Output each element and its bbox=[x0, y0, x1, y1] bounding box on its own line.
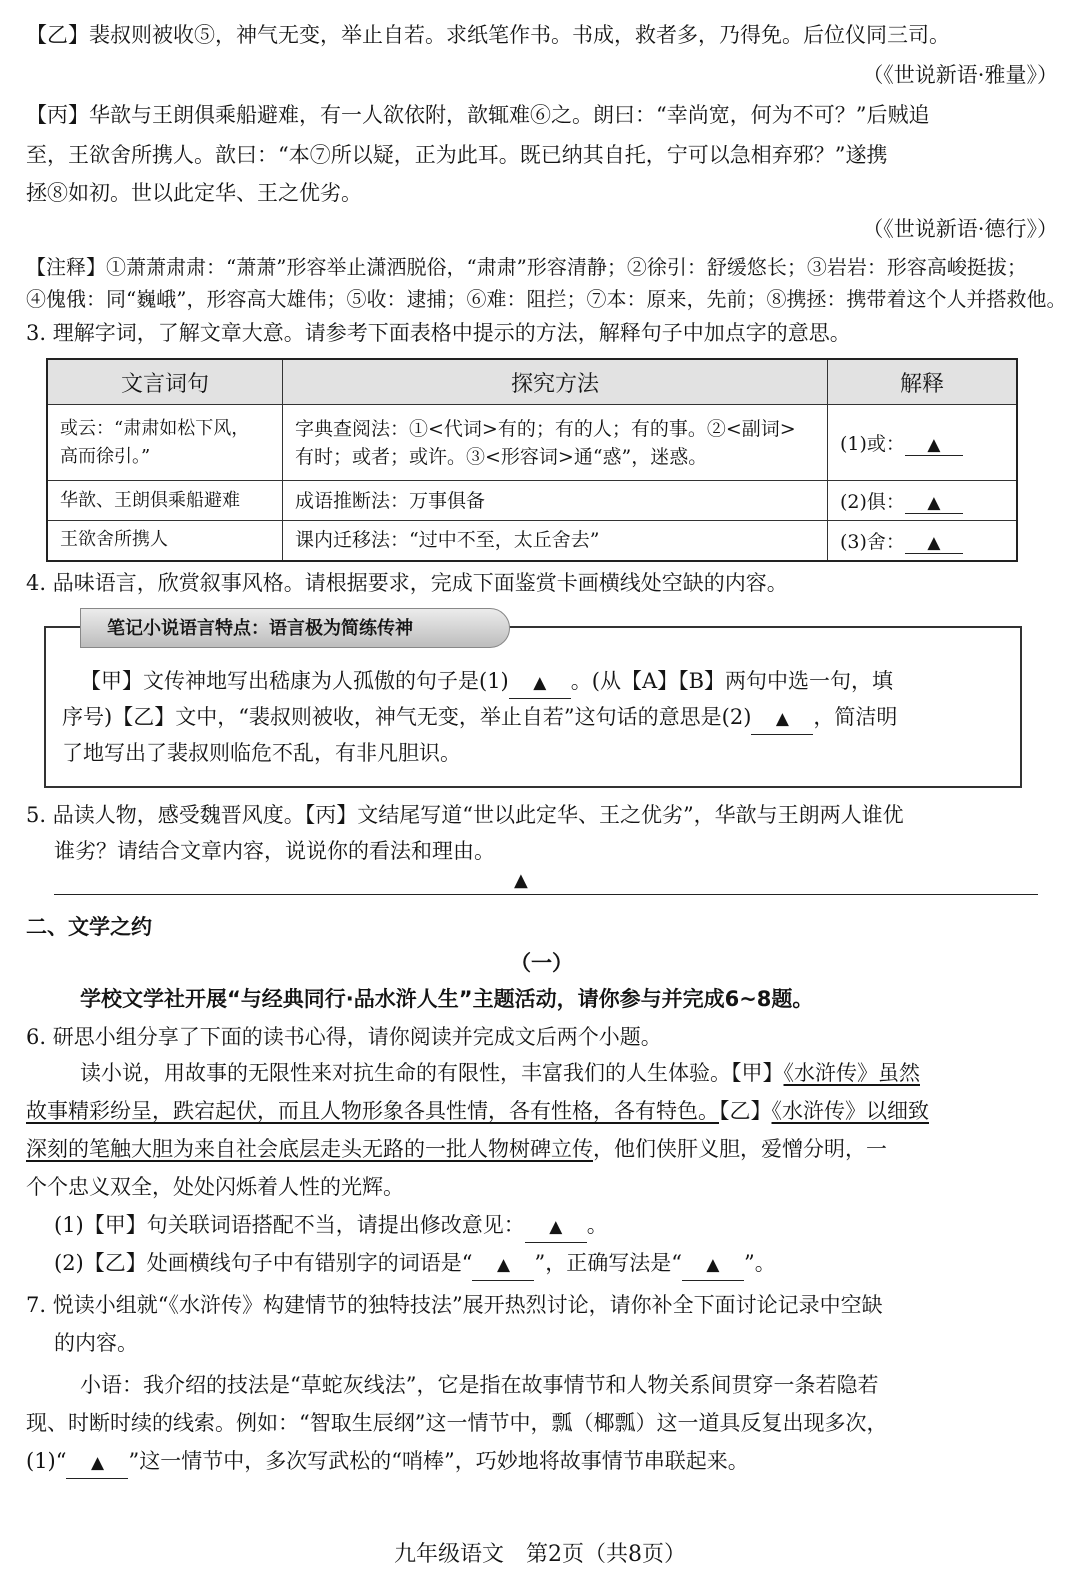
card-line3: 了地写出了裴叔则临危不乱，有非凡胆识。 bbox=[62, 741, 461, 765]
card-line2 bbox=[62, 702, 1080, 735]
q7-line1: 7. 悦读小组就“《水浒传》构建情节的独特技法”展开热烈讨论，请你补全下面讨论记录中空缺 bbox=[26, 1293, 883, 1317]
passage-bing-line1: 【丙】华歆与王朗俱乘船避难，有一人欲依附，歆辄难⑥之。朗曰：“幸尚宽，何为不可？”后贼追 bbox=[26, 103, 930, 127]
table-row bbox=[47, 521, 1017, 561]
passage-text: 【乙】 bbox=[719, 1099, 772, 1123]
q7-p3 bbox=[26, 1446, 1080, 1479]
q6-prompt: 6. 研思小组分享了下面的读书心得，请你阅读并完成文后两个小题。 bbox=[26, 1025, 662, 1049]
section-heading: 二、文学之约 bbox=[26, 915, 152, 939]
answer-label: (1)或： bbox=[840, 433, 905, 455]
passage-bing-line2: 至，王欲舍所携人。歆曰：“本⑦所以疑，正为此耳。既已纳其自托，宁可以急相弃邪？”遂携 bbox=[26, 143, 888, 167]
table-cell-phrase: 王欲舍所携人 bbox=[47, 521, 283, 561]
passage-text-underlined: 《水浒传》虽然 bbox=[783, 1061, 920, 1085]
phrase-line: 高而徐引。” bbox=[60, 445, 151, 467]
sub-question-text: ”，正确写法是“ bbox=[534, 1251, 682, 1275]
q6-passage-line2 bbox=[26, 1096, 1080, 1126]
q6-passage-line1 bbox=[80, 1058, 1080, 1088]
notes-line1: 【注释】①萧萧肃肃：“萧萧”形容举止潇洒脱俗，“肃肃”形容清静；②徐引：舒缓悠长；③岩岩：形容高峻挺拔； bbox=[26, 255, 1027, 279]
table-cell-answer bbox=[828, 405, 1018, 481]
q5-line2: 谁劣？请结合文章内容，说说你的看法和理由。 bbox=[54, 839, 495, 863]
answer-blank[interactable]: ▲ bbox=[682, 1250, 744, 1281]
passage-yi-text: 【乙】裴叔则被收⑤，神气无变，举止自若。求纸笔作书。书成，救者多，乃得免。后位仪同三司。 bbox=[26, 23, 950, 47]
table-cell-method: 课内迁移法：“过中不至，太丘舍去” bbox=[283, 521, 828, 561]
answer-blank[interactable]: ▲ bbox=[751, 704, 813, 735]
card-text: ，简洁明 bbox=[813, 705, 898, 729]
answer-blank[interactable]: ▲ bbox=[509, 668, 571, 699]
q5-line1: 5. 品读人物，感受魏晋风度。【丙】文结尾写道“世以此定华、王之优劣”，华歆与王朗两人谁优 bbox=[26, 803, 904, 827]
table-header: 解释 bbox=[828, 359, 1018, 405]
q6-passage-line4: 个个忠义双全，处处闪烁着人性的光辉。 bbox=[26, 1175, 404, 1199]
answer-label: (2)俱： bbox=[840, 491, 905, 513]
table-header: 文言词句 bbox=[47, 359, 283, 405]
answer-blank[interactable]: ▲ bbox=[905, 533, 963, 554]
passage-text-underlined: 故事精彩纷呈，跌宕起伏，而且人物形象各具性情，各有性格，各有特色。 bbox=[26, 1099, 719, 1123]
table-row bbox=[47, 481, 1017, 521]
q6-passage-line3 bbox=[26, 1134, 1080, 1164]
passage-text-underlined: 《水浒传》以细致 bbox=[771, 1099, 929, 1123]
table-cell-phrase bbox=[47, 405, 283, 481]
sub-question-text: 。 bbox=[586, 1213, 608, 1237]
passage-bing-line3: 拯⑧如初。世以此定华、王之优劣。 bbox=[26, 181, 362, 205]
q7-p2: 现、时断时续的线索。例如：“智取生辰纲”这一情节中，瓢（椰瓢）这一道具反复出现多次， bbox=[26, 1411, 888, 1435]
table-cell-answer bbox=[828, 521, 1018, 561]
table-cell-method: 成语推断法：万事俱备 bbox=[283, 481, 828, 521]
passage-bing-source: （《世说新语·德行》） bbox=[862, 217, 1058, 241]
sub-question-text: (1)【甲】句关联词语搭配不当，请提出修改意见： bbox=[54, 1213, 525, 1237]
section-intro: 学校文学社开展“与经典同行·品水浒人生”主题活动，请你参与并完成6~8题。 bbox=[80, 987, 814, 1011]
answer-label: (3)舍： bbox=[840, 530, 905, 553]
table-header: 探究方法 bbox=[283, 359, 828, 405]
table-row bbox=[47, 405, 1017, 481]
passage-yi-source: （《世说新语·雅量》） bbox=[862, 63, 1058, 87]
passage-text: 读小说，用故事的无限性来对抗生命的有限性，丰富我们的人生体验。【甲】 bbox=[80, 1061, 784, 1085]
card-text: 。(从【A】【B】两句中选一句，填 bbox=[570, 669, 894, 693]
table-cell-method bbox=[283, 405, 828, 481]
page-footer: 九年级语文 第2页（共8页） bbox=[394, 1542, 686, 1567]
answer-blank[interactable]: ▲ bbox=[905, 493, 963, 514]
answer-blank[interactable]: ▲ bbox=[66, 1448, 128, 1479]
phrase-line: 或云：“肃肃如松下风， bbox=[60, 417, 250, 439]
answer-blank[interactable]: ▲ bbox=[525, 1212, 587, 1243]
card-text: 【甲】文传神地写出嵇康为人孤傲的句子是(1) bbox=[80, 669, 509, 693]
discussion-text: (1)“ bbox=[26, 1449, 67, 1473]
method-line: 有时；或者；或许。③<形容词>通“惑”，迷惑。 bbox=[295, 445, 708, 468]
table-header-row bbox=[47, 359, 1017, 405]
card-title: 笔记小说语言特点：语言极为简练传神 bbox=[80, 608, 510, 648]
q4-prompt: 4. 品味语言，欣赏叙事风格。请根据要求，完成下面鉴赏卡画横线处空缺的内容。 bbox=[26, 571, 788, 595]
card-text: 序号)【乙】文中，“裴叔则被收，神气无变，举止自若”这句话的意思是(2) bbox=[62, 705, 752, 729]
sub-question-text: ”。 bbox=[743, 1251, 776, 1275]
section-sub: （一） bbox=[510, 951, 573, 975]
notes-line2: ④傀俄：同“巍峨”，形容高大雄伟；⑤收：逮捕；⑥难：阻拦；⑦本：原来，先前；⑧携拯：携带着这个人并搭救他。 bbox=[26, 287, 1067, 311]
answer-blank[interactable]: ▲ bbox=[472, 1250, 534, 1281]
table-cell-phrase: 华歆、王朗俱乘船避难 bbox=[47, 481, 283, 521]
q7-line2: 的内容。 bbox=[54, 1331, 138, 1355]
answer-line[interactable] bbox=[54, 894, 1038, 895]
q7-p1: 小语：我介绍的技法是“草蛇灰线法”，它是指在故事情节和人物关系间贯穿一条若隐若 bbox=[80, 1373, 879, 1397]
passage-text: ，他们侠肝义胆，爱憎分明，一 bbox=[593, 1137, 887, 1161]
passage-text-underlined: 深刻的笔触大胆为来自社会底层走头无路的一批人物树碑立传 bbox=[26, 1137, 593, 1161]
q6-sub2 bbox=[54, 1248, 1080, 1281]
table-cell-answer bbox=[828, 481, 1018, 521]
q6-sub1 bbox=[54, 1210, 1080, 1243]
card-line1 bbox=[80, 666, 1080, 699]
discussion-text: ”这一情节中，多次写武松的“哨棒”，巧妙地将故事情节串联起来。 bbox=[128, 1449, 749, 1473]
q3-table bbox=[46, 358, 1018, 562]
sub-question-text: (2)【乙】处画横线句子中有错别字的词语是“ bbox=[54, 1251, 473, 1275]
answer-blank[interactable]: ▲ bbox=[905, 435, 963, 456]
q5-blank-mark[interactable]: ▲ bbox=[514, 870, 528, 891]
method-line: 字典查阅法：①<代词>有的；有的人；有的事。②<副词> bbox=[295, 417, 796, 440]
q3-prompt: 3. 理解字词，了解文章大意。请参考下面表格中提示的方法，解释句子中加点字的意思。 bbox=[26, 321, 851, 345]
